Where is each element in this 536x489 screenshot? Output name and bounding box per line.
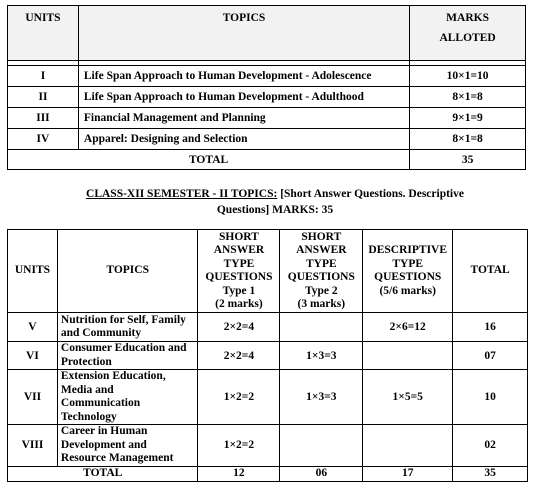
table1-header-marks bbox=[410, 6, 526, 61]
topic-line: Communication bbox=[60, 397, 141, 409]
table-row bbox=[8, 313, 528, 342]
table1-total-label: TOTAL bbox=[8, 150, 410, 170]
semester-heading-line2: Questions] MARKS: 35 bbox=[216, 204, 334, 216]
table2-topic bbox=[57, 425, 198, 467]
topic-line: and Community bbox=[60, 327, 142, 339]
table2-total: 02 bbox=[453, 425, 528, 467]
table-row bbox=[8, 425, 528, 467]
semester-heading-underlined: CLASS-XII SEMESTER - II TOPICS: bbox=[86, 188, 278, 200]
topic-line: Technology bbox=[60, 410, 117, 423]
semester-heading bbox=[40, 186, 510, 218]
table1-unit: III bbox=[8, 108, 79, 129]
table1-unit: I bbox=[8, 66, 79, 87]
table2-desc: 1×5=5 bbox=[363, 370, 453, 425]
table2-sa1: 1×2=2 bbox=[198, 425, 280, 467]
header-line: TYPE bbox=[305, 257, 337, 270]
table2-sa2: 1×3=3 bbox=[280, 342, 363, 370]
table-row bbox=[8, 108, 526, 129]
table2-topic bbox=[57, 370, 198, 425]
table2-unit: VII bbox=[8, 370, 58, 425]
table2-desc bbox=[363, 425, 453, 467]
table1-header-marks-line1: MARKS bbox=[446, 12, 489, 24]
table2-sa1: 2×2=4 bbox=[198, 313, 280, 342]
table1-topic: Financial Management and Planning bbox=[78, 108, 409, 129]
table1-marks: 8×1=8 bbox=[410, 129, 526, 150]
header-line: TYPE bbox=[223, 257, 255, 270]
table1-unit: IV bbox=[8, 129, 79, 150]
header-line: QUESTIONS bbox=[287, 271, 355, 283]
table1-header-units: UNITS bbox=[8, 6, 79, 61]
semester-heading-rest: [Short Answer Questions. Descriptive bbox=[277, 188, 464, 200]
table2-total-desc: 17 bbox=[363, 466, 453, 481]
table-row bbox=[8, 87, 526, 108]
header-line: TYPE bbox=[392, 257, 424, 270]
topic-line: Protection bbox=[60, 355, 112, 368]
table2-desc: 2×6=12 bbox=[363, 313, 453, 342]
table2-header-row bbox=[8, 230, 528, 313]
table1-marks: 8×1=8 bbox=[410, 87, 526, 108]
table2-sa2 bbox=[280, 313, 363, 342]
header-line: ANSWER bbox=[213, 244, 265, 256]
topic-line: Extension Education, bbox=[60, 370, 166, 382]
table1-topic: Apparel: Designing and Selection bbox=[78, 129, 409, 150]
table2-total: 10 bbox=[453, 370, 528, 425]
topic-line: Resource Management bbox=[60, 452, 174, 464]
table2-unit: V bbox=[8, 313, 58, 342]
table2-sa2 bbox=[280, 425, 363, 467]
table2-sa1: 1×2=2 bbox=[198, 370, 280, 425]
header-line: (5/6 marks) bbox=[379, 284, 436, 297]
marks-allotment-table bbox=[7, 5, 526, 170]
topic-line: Development and bbox=[60, 438, 147, 451]
table2-header-short-answer-type1 bbox=[198, 230, 280, 313]
header-line: Type 2 bbox=[304, 284, 338, 297]
header-line: Type 1 bbox=[222, 284, 256, 297]
table-row bbox=[8, 370, 528, 425]
table-row bbox=[8, 342, 528, 370]
topic-line: Nutrition for Self, Family bbox=[60, 313, 186, 326]
question-distribution-table bbox=[7, 229, 528, 482]
header-line: (3 marks) bbox=[297, 298, 346, 310]
header-line: QUESTIONS bbox=[374, 271, 442, 283]
table2-header-units: UNITS bbox=[8, 230, 58, 313]
table1-topic: Life Span Approach to Human Development - Adolescence bbox=[78, 66, 409, 87]
table2-total: 16 bbox=[453, 313, 528, 342]
table2-unit: VIII bbox=[8, 425, 58, 467]
table1-unit: II bbox=[8, 87, 79, 108]
table2-grand-total: 35 bbox=[453, 466, 528, 481]
table2-total: 07 bbox=[453, 342, 528, 370]
topic-line: Consumer Education and bbox=[60, 342, 187, 354]
header-line: SHORT bbox=[301, 230, 342, 243]
table2-unit: VI bbox=[8, 342, 58, 370]
header-line: DESCRIPTIVE bbox=[368, 244, 448, 256]
table2-header-short-answer-type2 bbox=[280, 230, 363, 313]
table1-total-marks: 35 bbox=[410, 150, 526, 170]
header-line: QUESTIONS bbox=[205, 271, 273, 283]
topic-line: Media and bbox=[60, 383, 114, 396]
table2-total-row bbox=[8, 466, 528, 481]
table2-total-sa1: 12 bbox=[198, 466, 280, 481]
table2-desc bbox=[363, 342, 453, 370]
table2-topic bbox=[57, 313, 198, 342]
table1-marks: 9×1=9 bbox=[410, 108, 526, 129]
topic-line: Career in Human bbox=[60, 425, 148, 437]
table1-header-topics: TOPICS bbox=[78, 6, 409, 61]
table1-topic: Life Span Approach to Human Development - Adulthood bbox=[78, 87, 409, 108]
table-row bbox=[8, 66, 526, 87]
table2-topic bbox=[57, 342, 198, 370]
table2-header-total: TOTAL bbox=[453, 230, 528, 313]
header-line: SHORT bbox=[219, 230, 259, 243]
header-line: ANSWER bbox=[296, 244, 347, 256]
table1-total-row bbox=[8, 150, 526, 170]
table2-header-descriptive bbox=[363, 230, 453, 313]
table2-header-topics: TOPICS bbox=[57, 230, 198, 313]
table2-total-sa2: 06 bbox=[280, 466, 363, 481]
table-row bbox=[8, 129, 526, 150]
table2-sa2: 1×3=3 bbox=[280, 370, 363, 425]
table2-total-label: TOTAL bbox=[8, 466, 198, 481]
table2-sa1: 2×2=4 bbox=[198, 342, 280, 370]
header-line: (2 marks) bbox=[215, 298, 263, 310]
table1-header-row bbox=[8, 6, 526, 61]
table1-marks: 10×1=10 bbox=[410, 66, 526, 87]
table1-header-marks-line2: ALLOTED bbox=[439, 32, 496, 44]
